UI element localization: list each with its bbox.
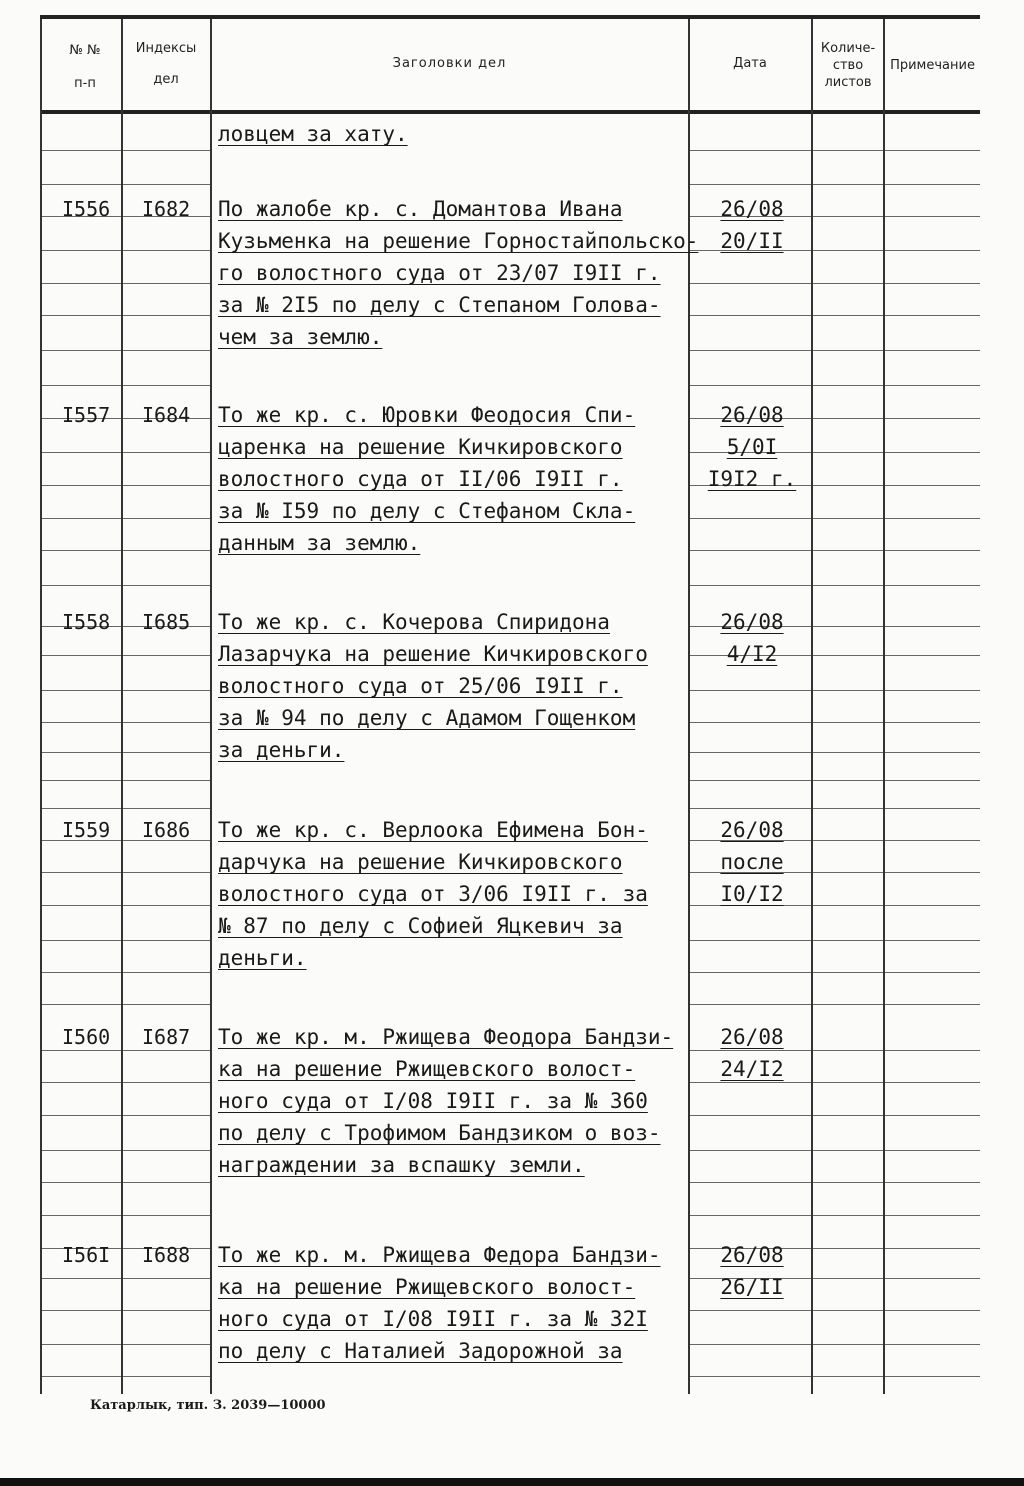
- ruled-line: [885, 1344, 980, 1345]
- ruled-line: [42, 780, 121, 781]
- entry-index: I687: [142, 1025, 191, 1049]
- ruled-line: [42, 184, 121, 185]
- ruled-line: [885, 972, 980, 973]
- ruled-line: [123, 940, 210, 941]
- entry-title-line: деньги.: [218, 946, 307, 970]
- entry-title-line: То же кр. с. Кочерова Спиридона: [218, 610, 610, 634]
- ruled-line: [123, 283, 210, 284]
- entry-title-line: дарчука на решение Кичкировского: [218, 850, 623, 874]
- entry-title-line: То же кр. с. Верлоока Ефимена Бон-: [218, 818, 648, 842]
- ruled-line: [123, 1344, 210, 1345]
- entry-title-line: ка на решение Ржищевского волост-: [218, 1057, 636, 1081]
- ruled-line: [690, 350, 811, 351]
- entry-title-line: волостного суда от 3/06 I9II г. за: [218, 882, 648, 906]
- ruled-line: [885, 1115, 980, 1116]
- ruled-line: [690, 550, 811, 551]
- entry-date: 26/08: [720, 818, 784, 842]
- ruled-line: [885, 1278, 980, 1279]
- ruled-line: [42, 1376, 121, 1377]
- ruled-line: [885, 250, 980, 251]
- ruled-line: [690, 283, 811, 284]
- ruled-line: [885, 418, 980, 419]
- ruled-line: [813, 250, 883, 251]
- ruled-line: [42, 1344, 121, 1345]
- ruled-line: [813, 840, 883, 841]
- entry-title-line: Кузьменка на решение Горностайпольско-: [218, 229, 699, 253]
- col-border-index: [210, 19, 212, 1394]
- entry-title-line: чем за землю.: [218, 325, 383, 349]
- ruled-line: [885, 1082, 980, 1083]
- ruled-line: [885, 585, 980, 586]
- ruled-line: [885, 485, 980, 486]
- ruled-line: [813, 1278, 883, 1279]
- entry-date: 4/I2: [726, 642, 778, 666]
- col-border-title: [688, 19, 690, 1394]
- entry-number: I559: [62, 818, 111, 842]
- ruled-line: [885, 1248, 980, 1249]
- entry-date: 26/08: [720, 197, 784, 221]
- ruled-line: [42, 808, 121, 809]
- ruled-line: [123, 350, 210, 351]
- ruled-line: [813, 283, 883, 284]
- ruled-line: [690, 150, 811, 151]
- ruled-line: [123, 315, 210, 316]
- entry-index: I684: [142, 403, 191, 427]
- ruled-line: [813, 315, 883, 316]
- ruled-line: [690, 780, 811, 781]
- ruled-line: [813, 1248, 883, 1249]
- ruled-line: [690, 972, 811, 973]
- entry-title-line: Лазарчука на решение Кичкировского: [218, 642, 648, 666]
- entry-title-line: По жалобе кр. с. Домантова Ивана: [218, 197, 623, 221]
- ruled-line: [42, 1182, 121, 1183]
- ruled-line: [42, 250, 121, 251]
- ruled-line: [123, 1050, 210, 1051]
- ruled-line: [885, 1310, 980, 1311]
- ruled-line: [690, 752, 811, 753]
- ruled-line: [813, 972, 883, 973]
- ruled-line: [690, 315, 811, 316]
- ruled-line: [42, 655, 121, 656]
- entry-date: 24/I2: [720, 1057, 784, 1081]
- ruled-line: [123, 752, 210, 753]
- ruled-line: [885, 1215, 980, 1216]
- printer-imprint: Катарлык, тип. З. 2039—10000: [90, 1398, 326, 1413]
- ruled-line: [813, 1344, 883, 1345]
- entry-title-line: волостного суда от II/06 I9II г.: [218, 467, 623, 491]
- entry-date: после: [720, 850, 784, 874]
- entry-title-line: царенка на решение Кичкировского: [218, 435, 623, 459]
- ruled-line: [123, 972, 210, 973]
- entry-date: 26/08: [720, 610, 784, 634]
- ruled-line: [690, 808, 811, 809]
- ruled-line: [42, 150, 121, 151]
- ruled-line: [813, 626, 883, 627]
- ruled-line: [123, 905, 210, 906]
- entry-date: 26/08: [720, 403, 784, 427]
- ruled-line: [690, 1004, 811, 1005]
- entry-title-line: волостного суда от 25/06 I9II г.: [218, 674, 623, 698]
- entry-number: I56I: [62, 1243, 111, 1267]
- entry-number: I556: [62, 197, 111, 221]
- col-border-num: [121, 19, 123, 1394]
- ruled-line: [690, 184, 811, 185]
- ruled-line: [813, 550, 883, 551]
- ruled-line: [813, 1150, 883, 1151]
- ruled-line: [690, 940, 811, 941]
- ruled-line: [690, 1376, 811, 1377]
- entry-title-line: данным за землю.: [218, 531, 421, 555]
- ruled-line: [885, 872, 980, 873]
- ruled-line: [690, 690, 811, 691]
- ruled-line: [813, 452, 883, 453]
- ruled-line: [885, 722, 980, 723]
- ruled-line: [42, 315, 121, 316]
- ruled-line: [885, 518, 980, 519]
- ruled-line: [123, 808, 210, 809]
- ruled-line: [42, 722, 121, 723]
- ruled-line: [123, 1150, 210, 1151]
- entry-index: I686: [142, 818, 191, 842]
- ruled-line: [813, 1182, 883, 1183]
- ruled-line: [123, 1310, 210, 1311]
- ruled-line: [123, 385, 210, 386]
- col-border-sheets: [883, 19, 885, 1394]
- ruled-line: [123, 780, 210, 781]
- header-date: Дата: [733, 56, 767, 71]
- entry-title-line: № 87 по делу с Софией Яцкевич за: [218, 914, 623, 938]
- entry-index: I685: [142, 610, 191, 634]
- ruled-line: [42, 385, 121, 386]
- ruled-line: [813, 1082, 883, 1083]
- ruled-line: [813, 872, 883, 873]
- ruled-line: [885, 1004, 980, 1005]
- entry-title-line: ка на решение Ржищевского волост-: [218, 1275, 636, 1299]
- ruled-line: [885, 385, 980, 386]
- ruled-line: [123, 250, 210, 251]
- ruled-line: [885, 1150, 980, 1151]
- bottom-edge: [0, 1478, 1024, 1486]
- ruled-line: [813, 780, 883, 781]
- table-top-border: [40, 15, 980, 19]
- ruled-line: [690, 1082, 811, 1083]
- ruled-line: [885, 550, 980, 551]
- ruled-line: [813, 1050, 883, 1051]
- entry-title-line: за деньги.: [218, 738, 345, 762]
- col-border-date: [811, 19, 813, 1394]
- ruled-line: [42, 452, 121, 453]
- header-index: Индексы дел: [135, 41, 197, 87]
- ruled-line: [690, 1310, 811, 1311]
- ruled-line: [813, 350, 883, 351]
- entry-title-line: награждении за вспашку земли.: [218, 1153, 585, 1177]
- entry-date: 5/0I: [726, 435, 778, 459]
- ruled-line: [690, 585, 811, 586]
- ruled-line: [123, 690, 210, 691]
- ruled-line: [885, 150, 980, 151]
- ruled-line: [885, 350, 980, 351]
- ruled-line: [42, 1050, 121, 1051]
- ruled-line: [42, 872, 121, 873]
- ruled-line: [690, 1150, 811, 1151]
- ruled-line: [885, 752, 980, 753]
- entry-index: I688: [142, 1243, 191, 1267]
- ruled-line: [885, 1182, 980, 1183]
- ruled-line: [813, 905, 883, 906]
- entry-title-line: за № I59 по делу с Стефаном Скла-: [218, 499, 636, 523]
- ruled-line: [123, 150, 210, 151]
- entry-number: I558: [62, 610, 111, 634]
- ruled-line: [123, 452, 210, 453]
- ruled-line: [885, 690, 980, 691]
- ruled-line: [123, 485, 210, 486]
- ruled-line: [813, 585, 883, 586]
- ruled-line: [42, 1004, 121, 1005]
- ruled-line: [885, 184, 980, 185]
- entry-title-line: го волостного суда от 23/07 I9II г.: [218, 261, 661, 285]
- ruled-line: [123, 550, 210, 551]
- ruled-line: [885, 808, 980, 809]
- ruled-line: [813, 690, 883, 691]
- ruled-line: [42, 485, 121, 486]
- ruled-line: [123, 1278, 210, 1279]
- entry-number: I557: [62, 403, 111, 427]
- entry-date: 26/II: [720, 1275, 784, 1299]
- entry-title-line: То же кр. с. Юровки Феодосия Спи-: [218, 403, 636, 427]
- ruled-line: [885, 1050, 980, 1051]
- ruled-line: [42, 690, 121, 691]
- ruled-line: [123, 1215, 210, 1216]
- ruled-line: [42, 1082, 121, 1083]
- entry-title-line: ного суда от I/08 I9II г. за № 32I: [218, 1307, 648, 1331]
- ruled-line: [885, 655, 980, 656]
- ruled-line: [813, 418, 883, 419]
- ruled-line: [123, 655, 210, 656]
- ruled-line: [885, 1376, 980, 1377]
- ruled-line: [42, 550, 121, 551]
- ruled-line: [813, 752, 883, 753]
- ruled-line: [42, 585, 121, 586]
- header-note: Примечание: [890, 58, 975, 73]
- entry-title-line: То же кр. м. Ржищева Феодора Бандзи-: [218, 1025, 674, 1049]
- ruled-line: [813, 216, 883, 217]
- ruled-line: [690, 518, 811, 519]
- ruled-line: [123, 1182, 210, 1183]
- header-bottom-border: [40, 110, 980, 114]
- entry-title-line: по делу с Наталией Задорожной за: [218, 1339, 623, 1363]
- ruled-line: [42, 350, 121, 351]
- ruled-line: [885, 780, 980, 781]
- entry-date: I9I2 г.: [707, 467, 797, 491]
- ruled-line: [123, 585, 210, 586]
- header-titles: Заголовки дел: [392, 56, 507, 71]
- ruled-line: [42, 752, 121, 753]
- ruled-line: [690, 1182, 811, 1183]
- ruled-line: [690, 1050, 811, 1051]
- ruled-line: [813, 1215, 883, 1216]
- entry-date: 26/08: [720, 1243, 784, 1267]
- ruled-line: [813, 1004, 883, 1005]
- entry-date: 20/II: [720, 229, 784, 253]
- ruled-line: [885, 216, 980, 217]
- entry-number: I560: [62, 1025, 111, 1049]
- ruled-line: [690, 1344, 811, 1345]
- continuation-text: ловцем за хату.: [218, 122, 408, 146]
- entry-date: I0/I2: [720, 882, 784, 906]
- col-border-left: [40, 19, 42, 1394]
- ruled-line: [123, 1082, 210, 1083]
- entry-title-line: за № 2I5 по делу с Степаном Голова-: [218, 293, 661, 317]
- ruled-line: [690, 722, 811, 723]
- ruled-line: [813, 385, 883, 386]
- entry-title-line: То же кр. м. Ржищева Федора Бандзи-: [218, 1243, 661, 1267]
- ruled-line: [690, 1215, 811, 1216]
- ruled-line: [813, 808, 883, 809]
- ruled-line: [42, 1115, 121, 1116]
- ruled-line: [42, 518, 121, 519]
- ruled-line: [123, 184, 210, 185]
- ruled-line: [690, 385, 811, 386]
- entry-title-line: ного суда от I/08 I9II г. за № 360: [218, 1089, 648, 1113]
- ruled-line: [813, 940, 883, 941]
- ruled-line: [42, 283, 121, 284]
- ruled-line: [885, 905, 980, 906]
- header-sheets: Количе- ство листов: [820, 41, 876, 90]
- ruled-line: [885, 452, 980, 453]
- ruled-line: [123, 872, 210, 873]
- entry-index: I682: [142, 197, 191, 221]
- ruled-line: [42, 1278, 121, 1279]
- ruled-line: [123, 1004, 210, 1005]
- ruled-line: [813, 1115, 883, 1116]
- ruled-line: [885, 940, 980, 941]
- ruled-line: [813, 150, 883, 151]
- ruled-line: [123, 722, 210, 723]
- ruled-line: [123, 1376, 210, 1377]
- ruled-line: [42, 905, 121, 906]
- ruled-line: [813, 518, 883, 519]
- ruled-line: [813, 1310, 883, 1311]
- ruled-line: [42, 1310, 121, 1311]
- ruled-line: [42, 1215, 121, 1216]
- entry-title-line: по делу с Трофимом Бандзиком о воз-: [218, 1121, 661, 1145]
- ruled-line: [885, 626, 980, 627]
- ruled-line: [885, 283, 980, 284]
- ruled-line: [690, 1115, 811, 1116]
- ruled-line: [813, 722, 883, 723]
- header-num: № № п-п: [69, 43, 101, 91]
- entry-title-line: за № 94 по делу с Адамом Гощенком: [218, 706, 636, 730]
- ruled-line: [42, 972, 121, 973]
- entry-date: 26/08: [720, 1025, 784, 1049]
- ruled-line: [123, 518, 210, 519]
- ruled-line: [885, 315, 980, 316]
- ruled-line: [813, 184, 883, 185]
- ruled-line: [813, 655, 883, 656]
- ruled-line: [42, 1150, 121, 1151]
- ruled-line: [42, 940, 121, 941]
- ruled-line: [885, 840, 980, 841]
- ruled-line: [813, 1376, 883, 1377]
- ruled-line: [813, 485, 883, 486]
- ruled-line: [123, 1115, 210, 1116]
